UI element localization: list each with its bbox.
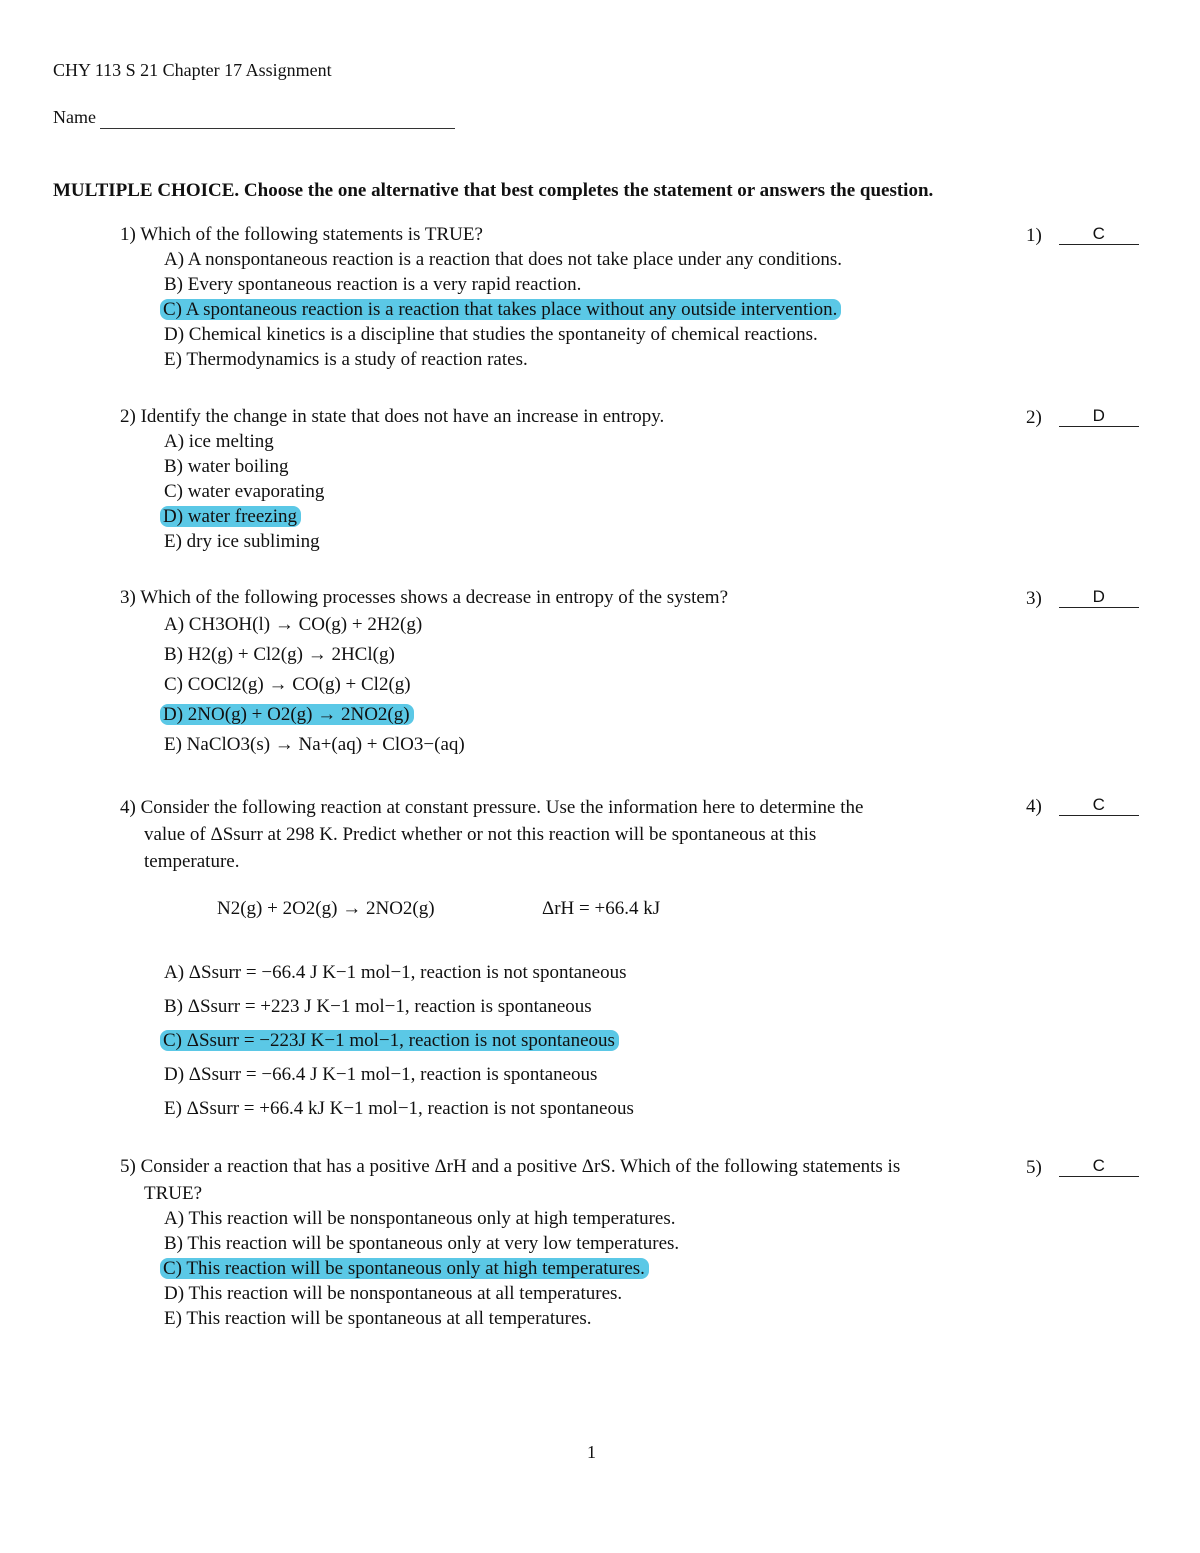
question-5-option-b: B) This reaction will be spontaneous only at very low temperatures. (164, 1233, 680, 1254)
answer-2 (1026, 406, 1139, 429)
question-4-stem-line-1: 4) Consider the following reaction at constant pressure. Use the information here to determine the (120, 797, 864, 818)
answer-4 (1026, 795, 1139, 818)
question-3-option-a: A) CH3OH(l) → CO(g) + 2H2(g) (164, 614, 423, 635)
answer-5 (1026, 1156, 1139, 1179)
question-4-options (120, 956, 634, 1126)
answer-2-number: 2) (1026, 407, 1042, 428)
page-number: 1 (587, 1442, 596, 1462)
question-1-option-e: E) Thermodynamics is a study of reaction rates. (164, 349, 528, 370)
question-4-equation: N2(g) + 2O2(g) → 2NO2(g) (217, 898, 435, 919)
question-4 (120, 794, 863, 875)
answer-1 (1026, 224, 1139, 247)
question-5-option-e: E) This reaction will be spontaneous at all temperatures. (164, 1308, 592, 1329)
answer-1-number: 1) (1026, 225, 1042, 246)
question-4-enthalpy: ΔrH = +66.4 kJ (542, 898, 661, 919)
question-4-stem-line-3: temperature. (144, 851, 240, 872)
question-1-option-d: D) Chemical kinetics is a discipline that studies the spontaneity of chemical reactions. (164, 324, 818, 345)
question-4-option-b: B) ΔSsurr = +223 J K−1 mol−1, reaction is spontaneous (164, 996, 592, 1017)
document-title: CHY 113 S 21 Chapter 17 Assignment (53, 60, 332, 80)
question-5-stem-line-1: 5) Consider a reaction that has a positive ΔrH and a positive ΔrS. Which of the following statements is (120, 1156, 901, 1177)
question-4-option-e: E) ΔSsurr = +66.4 kJ K−1 mol−1, reaction is not spontaneous (164, 1098, 634, 1119)
question-4-option-a: A) ΔSsurr = −66.4 J K−1 mol−1, reaction is not spontaneous (164, 962, 627, 983)
name-label: Name (53, 107, 96, 127)
question-4-option-c-highlighted: C) ΔSsurr = −223J K−1 mol−1, reaction is not spontaneous (160, 1030, 619, 1051)
instructions: MULTIPLE CHOICE. Choose the one alternative that best completes the statement or answers the question. (53, 180, 934, 201)
question-2-option-d-highlighted: D) water freezing (160, 506, 301, 527)
question-2-option-e: E) dry ice subliming (164, 531, 320, 552)
answer-1-blank[interactable]: C (1059, 224, 1139, 245)
question-5-option-c-highlighted: C) This reaction will be spontaneous only at high temperatures. (160, 1258, 649, 1279)
answer-3 (1026, 587, 1139, 610)
answer-4-number: 4) (1026, 796, 1042, 817)
question-1-stem: 1) Which of the following statements is TRUE? (120, 224, 483, 245)
question-2-option-a: A) ice melting (164, 431, 274, 452)
answer-3-number: 3) (1026, 588, 1042, 609)
question-3-option-c: C) COCl2(g) → CO(g) + Cl2(g) (164, 674, 411, 695)
question-2-option-b: B) water boiling (164, 456, 289, 477)
question-3-stem: 3) Which of the following processes shows a decrease in entropy of the system? (120, 587, 729, 608)
question-1 (120, 222, 842, 372)
question-1-option-a: A) A nonspontaneous reaction is a reaction that does not take place under any conditions. (164, 249, 843, 270)
question-5-option-d: D) This reaction will be nonspontaneous at all temperatures. (164, 1283, 623, 1304)
answer-4-blank[interactable]: C (1059, 795, 1139, 816)
answer-3-blank[interactable]: D (1059, 587, 1139, 608)
question-4-equation-row (217, 898, 661, 920)
question-2-option-c: C) water evaporating (164, 481, 325, 502)
question-5 (120, 1154, 900, 1331)
question-1-option-b: B) Every spontaneous reaction is a very rapid reaction. (164, 274, 582, 295)
question-2-stem: 2) Identify the change in state that does not have an increase in entropy. (120, 406, 665, 427)
question-4-option-d: D) ΔSsurr = −66.4 J K−1 mol−1, reaction is spontaneous (164, 1064, 598, 1085)
question-5-stem-line-2: TRUE? (144, 1183, 203, 1204)
question-2 (120, 404, 664, 554)
answer-2-blank[interactable]: D (1059, 406, 1139, 427)
question-1-option-c-highlighted: C) A spontaneous reaction is a reaction that takes place without any outside intervention. (160, 299, 841, 320)
question-3-option-b: B) H2(g) + Cl2(g) → 2HCl(g) (164, 644, 395, 665)
question-3 (120, 585, 728, 760)
question-3-option-d-highlighted: D) 2NO(g) + O2(g) → 2NO2(g) (160, 704, 414, 725)
answer-5-number: 5) (1026, 1157, 1042, 1178)
question-4-stem-line-2: value of ΔSsurr at 298 K. Predict whether or not this reaction will be spontaneous at this (144, 824, 817, 845)
answer-5-blank[interactable]: C (1059, 1156, 1139, 1177)
question-3-option-e: E) NaClO3(s) → Na+(aq) + ClO3−(aq) (164, 734, 465, 755)
question-5-option-a: A) This reaction will be nonspontaneous only at high temperatures. (164, 1208, 676, 1229)
name-field-line[interactable] (100, 128, 455, 129)
